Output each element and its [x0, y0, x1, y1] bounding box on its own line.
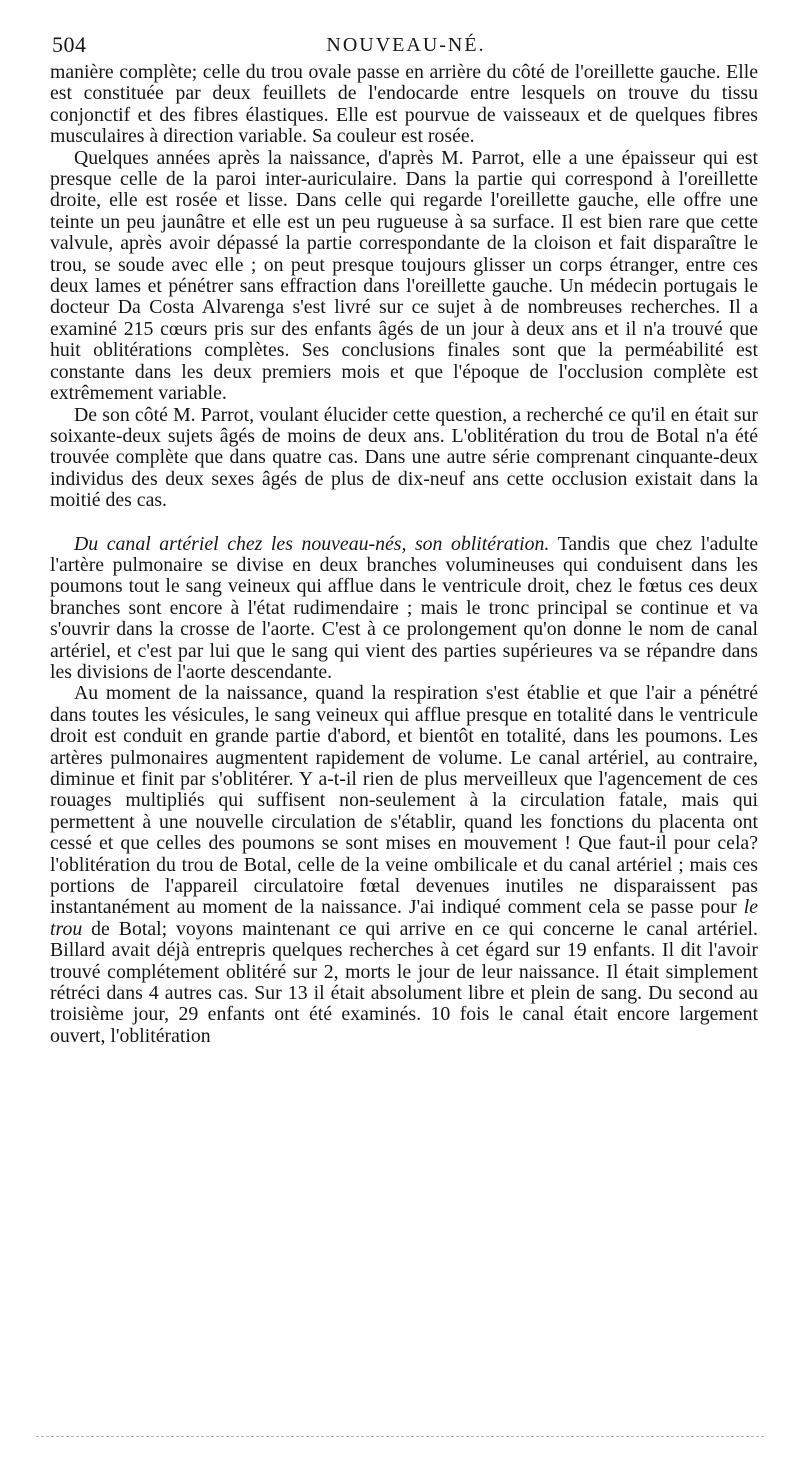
paragraph-5-italic: le trou	[50, 896, 758, 940]
section-heading: Du canal artériel chez les nouveau-nés, son oblitération.	[74, 532, 550, 555]
paragraph-1: manière complète; celle du trou ovale passe en arrière du côté de l'oreillette gauche. Elle est constituée par deux feuillets de l'endocarde entre lesquels on trouve du tissu conjonctif et des fibres élastiques. Elle est pourvue de vaisseaux et de quelques fibres musculaires à direction variable. Sa couleur est rosée.	[50, 61, 758, 148]
paragraph-3: De son côté M. Parrot, voulant élucider cette question, a recherché ce qu'il en était sur soixante-deux sujets âgés de moins de deux ans. L'oblitération du trou de Botal n'a été trouvée complète que dans quatre cas. Dans une autre série comprenant cinquante-deux individus des deux sexes âgés de plus de dix-neuf ans cette occlusion existait dans la moitié des cas.	[50, 403, 758, 512]
running-head: NOUVEAU-NÉ.	[326, 34, 486, 56]
page-header	[52, 32, 760, 62]
paragraph-5-text-a: Au moment de la naissance, quand la respiration s'est établie et que l'air a pénétré dans toutes les vésicules, le sang veineux qui afflue presque en totalité dans le ventricule droit est conduit en grande partie d'abord, et bientôt en totalité, dans les poumons. Les artères pulmonaires augmentent rapidement de volume. Le canal artériel, au contraire, diminue et finit par s'oblitérer. Y a-t-il rien de plus merveilleux que l'agencement de ces rouages multipliés qui suffisent non-seulement à la circulation fatale, mais qui permettent à une nouvelle circulation de s'établir, quand les fonctions du placenta ont cessé et que celles des poumons se sont mises en mouvement ! Que faut-il pour cela? l'oblitération du trou de Botal, celle de la veine ombilicale et du canal artériel ; mais ces portions de l'appareil circulatoire fœtal devenues inutiles ne disparaissent pas instantanément au moment de la naissance. J'ai indiqué comment cela se passe pour	[50, 682, 758, 919]
footer-rule	[36, 1436, 764, 1437]
section-gap	[50, 512, 758, 534]
page-number: 504	[52, 32, 87, 57]
paragraph-5	[50, 683, 758, 1047]
paragraph-2: Quelques années après la naissance, d'après M. Parrot, elle a une épaisseur qui est presque celle de la paroi inter-auriculaire. Dans la partie qui correspond à l'oreillette droite, elle est rosée et lisse. Dans celle qui regarde l'oreillette gauche, elle offre une teinte un peu jaunâtre et elle est un peu rugueuse à sa surface. Il est bien rare que cette valvule, après avoir dépassé la partie correspondante de la cloison et fait disparaître le trou, se soude avec elle ; on peut presque toujours glisser un corps étranger, entre ces deux lames et pénétrer sans effraction dans l'oreillette gauche. Un médecin portugais le docteur Da Costa Alvarenga s'est livré sur ce sujet à de nombreuses recherches. Il a examiné 215 cœurs pris sur des enfants âgés de un jour à deux ans et il n'a trouvé que huit oblitérations complètes. Ses conclusions finales sont que la perméabilité est constante dans les deux premiers mois et que l'époque de l'occlusion complète est extrêmement variable.	[50, 146, 758, 405]
paragraph-5-text-b: de Botal; voyons maintenant ce qui arrive en ce qui concerne le canal artériel. Billard avait déjà entrepris quelques recherches à cet égard sur 19 enfants. Il dit l'avoir trouvé complétement oblitéré sur 2, morts le jour de leur naissance. Il était simplement rétréci dans 4 autres cas. Sur 13 il était absolument libre et plein de sang. Du second au troisième jour, 29 enfants ont été examinés. 10 fois le canal était encore largement ouvert, l'oblitération	[50, 917, 758, 1047]
paragraph-4-text: Tandis que chez l'adulte l'artère pulmonaire se divise en deux branches volumineuses qui conduisent dans les poumons tout le sang veineux qui afflue dans le ventricule droit, chez le fœtus ces deux branches sont encore à l'état rudimendaire ; mais le tronc principal se continue et va s'ouvrir dans la crosse de l'aorte. C'est à ce prolongement qu'on donne le nom de canal artériel, et c'est par lui que le sang qui vient des parties supérieures va se répandre dans les divisions de l'aorte descendante.	[50, 532, 758, 683]
body-text	[50, 62, 758, 1047]
paragraph-4	[50, 534, 758, 684]
